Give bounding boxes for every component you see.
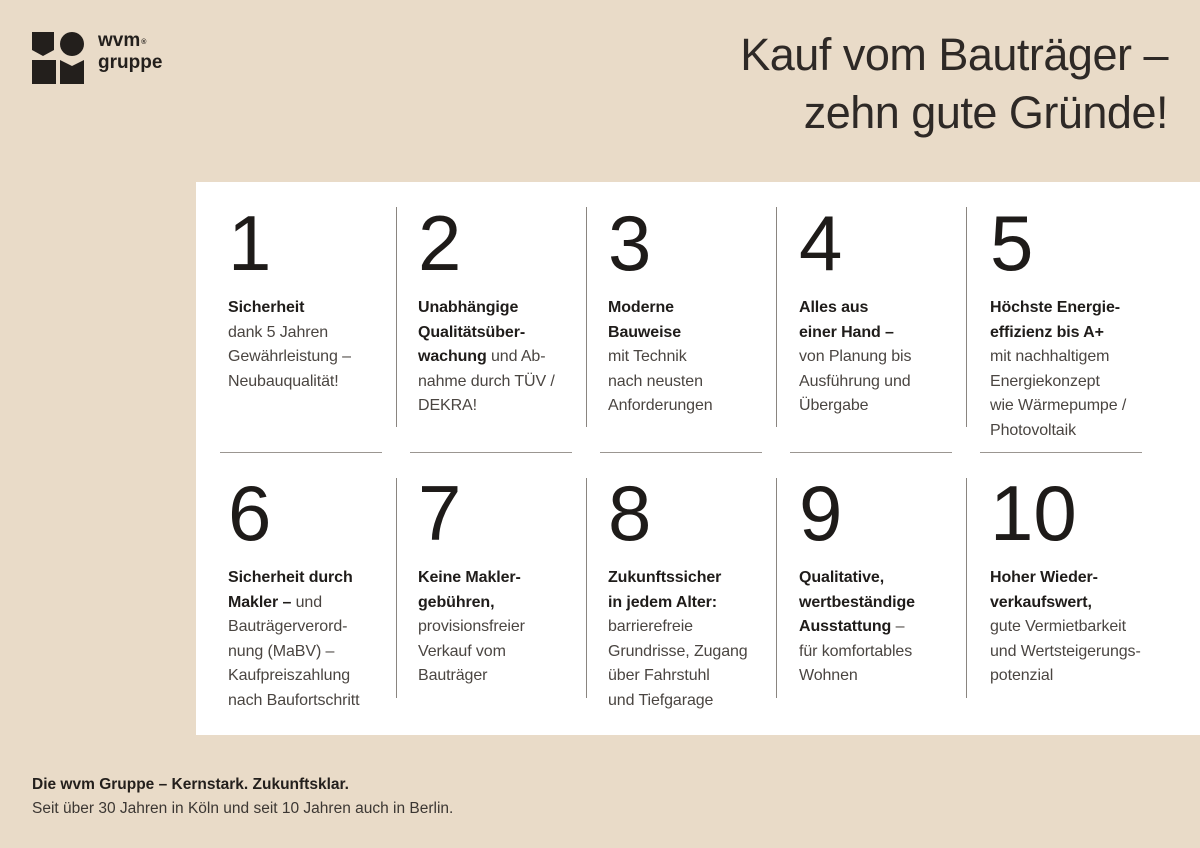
reason-card: [418, 469, 608, 689]
footer: [32, 774, 453, 820]
reason-detail: über Fahrstuhl: [608, 667, 710, 684]
reason-highlight: Alles aus: [799, 299, 869, 316]
brand-logo: [32, 32, 162, 84]
reason-detail: Gewährleistung –: [228, 348, 351, 365]
reason-highlight: Ausstattung: [799, 618, 892, 635]
reason-highlight: Höchste Energie-: [990, 299, 1120, 316]
reason-detail: für komfortables: [799, 642, 913, 660]
reason-highlight: Unabhängige: [418, 299, 519, 316]
reason-detail: Übergabe: [799, 397, 869, 414]
reason-highlight: Hoher Wieder-: [990, 569, 1098, 586]
reason-number: 1: [228, 199, 272, 287]
reason-card: [228, 199, 418, 394]
reason-highlight: einer Hand –: [799, 323, 894, 341]
reason-card: [608, 199, 798, 419]
logo-mark-icon: [32, 32, 84, 84]
reason-detail: und Wertsteigerungs-: [990, 642, 1141, 660]
title-line-1: Kauf vom Bauträger –: [740, 29, 1168, 80]
reason-detail: Verkauf vom: [418, 642, 506, 660]
reason-card: [799, 469, 989, 689]
footer-tagline: Die wvm Gruppe – Kernstark. Zukunftsklar.: [32, 776, 349, 793]
reason-number: 6: [228, 469, 272, 557]
row-divider: [600, 452, 762, 453]
reason-detail: Wohnen: [799, 667, 858, 684]
reason-detail: Grundrisse, Zugang: [608, 642, 748, 660]
reason-highlight: Sicherheit: [228, 299, 305, 316]
reason-highlight: Bauweise: [608, 323, 682, 341]
reason-card: [608, 469, 798, 713]
reason-card: [990, 469, 1190, 689]
reason-number: 7: [418, 469, 462, 557]
row-divider: [790, 452, 952, 453]
reason-text: [228, 566, 418, 713]
reason-highlight: in jedem Alter:: [608, 593, 718, 611]
reason-detail: DEKRA!: [418, 397, 477, 414]
row-divider: [410, 452, 572, 453]
reason-detail: gute Vermietbarkeit: [990, 618, 1126, 635]
reason-number: 9: [799, 469, 843, 557]
reason-number: 8: [608, 469, 652, 557]
row-divider: [220, 452, 382, 453]
reason-detail: Anforderungen: [608, 397, 713, 414]
reason-detail: Kaufpreiszahlung: [228, 667, 351, 684]
reason-detail: nahme durch TÜV /: [418, 372, 555, 390]
reason-detail: –: [891, 618, 905, 635]
reason-number: 5: [990, 199, 1034, 287]
reason-text: [608, 296, 798, 419]
reason-highlight: Makler –: [228, 593, 292, 611]
reason-card: [990, 199, 1190, 443]
reason-card: [418, 199, 608, 419]
reason-detail: Bauträgerverord-: [228, 618, 348, 635]
brand-line-1: wvm: [98, 30, 141, 51]
reason-highlight: gebühren,: [418, 593, 495, 611]
reason-highlight: Sicherheit durch: [228, 569, 353, 586]
reason-detail: und Ab-: [486, 348, 546, 365]
brand-name: [98, 30, 162, 74]
reason-highlight: verkaufswert,: [990, 593, 1092, 611]
reason-detail: nach Baufortschritt: [228, 691, 360, 709]
reason-number: 3: [608, 199, 652, 287]
reason-text: [990, 566, 1190, 689]
brand-line-2: gruppe: [98, 52, 163, 73]
reason-text: [228, 296, 418, 394]
reason-detail: Photovoltaik: [990, 421, 1076, 439]
reason-detail: Neubauqualität!: [228, 372, 339, 390]
reason-text: [418, 296, 608, 419]
reason-highlight: wachung: [418, 348, 487, 365]
reason-text: [608, 566, 798, 713]
reason-card: [799, 199, 989, 419]
reason-detail: potenzial: [990, 667, 1054, 684]
footer-subtitle: Seit über 30 Jahren in Köln und seit 10 Jahren auch in Berlin.: [32, 800, 454, 817]
reason-highlight: Moderne: [608, 299, 674, 316]
reason-highlight: Qualitätsüber-: [418, 323, 526, 341]
reason-text: [990, 296, 1190, 443]
reason-detail: und: [291, 593, 322, 611]
reason-highlight: Keine Makler-: [418, 569, 521, 586]
reason-highlight: Qualitative,: [799, 569, 885, 586]
reason-card: [228, 469, 418, 713]
reasons-panel: [196, 182, 1200, 735]
reason-highlight: effizienz bis A+: [990, 323, 1104, 341]
reason-highlight: wertbeständige: [799, 593, 915, 611]
title-line-2: zehn gute Gründe!: [803, 87, 1168, 138]
page-title: [740, 26, 1168, 142]
reason-number: 10: [990, 469, 1077, 557]
reason-text: [799, 566, 989, 689]
reason-detail: von Planung bis: [799, 348, 912, 365]
reason-detail: provisionsfreier: [418, 618, 525, 635]
reason-detail: nach neusten: [608, 372, 703, 390]
reason-detail: nung (MaBV) –: [228, 642, 335, 660]
reason-detail: Bauträger: [418, 667, 488, 684]
reason-highlight: Zukunftssicher: [608, 569, 722, 586]
row-divider: [980, 452, 1142, 453]
reason-detail: Ausführung und: [799, 372, 911, 390]
reason-detail: barrierefreie: [608, 618, 693, 635]
reason-detail: wie Wärmepumpe /: [990, 397, 1127, 414]
reason-detail: dank 5 Jahren: [228, 323, 329, 341]
reason-text: [799, 296, 989, 419]
reason-text: [418, 566, 608, 689]
reason-number: 4: [799, 199, 843, 287]
reason-detail: Energiekonzept: [990, 372, 1100, 390]
reason-number: 2: [418, 199, 462, 287]
reason-detail: mit nachhaltigem: [990, 348, 1110, 365]
reason-detail: mit Technik: [608, 348, 687, 365]
registered-mark: ®: [141, 39, 147, 46]
reason-detail: und Tiefgarage: [608, 691, 714, 709]
